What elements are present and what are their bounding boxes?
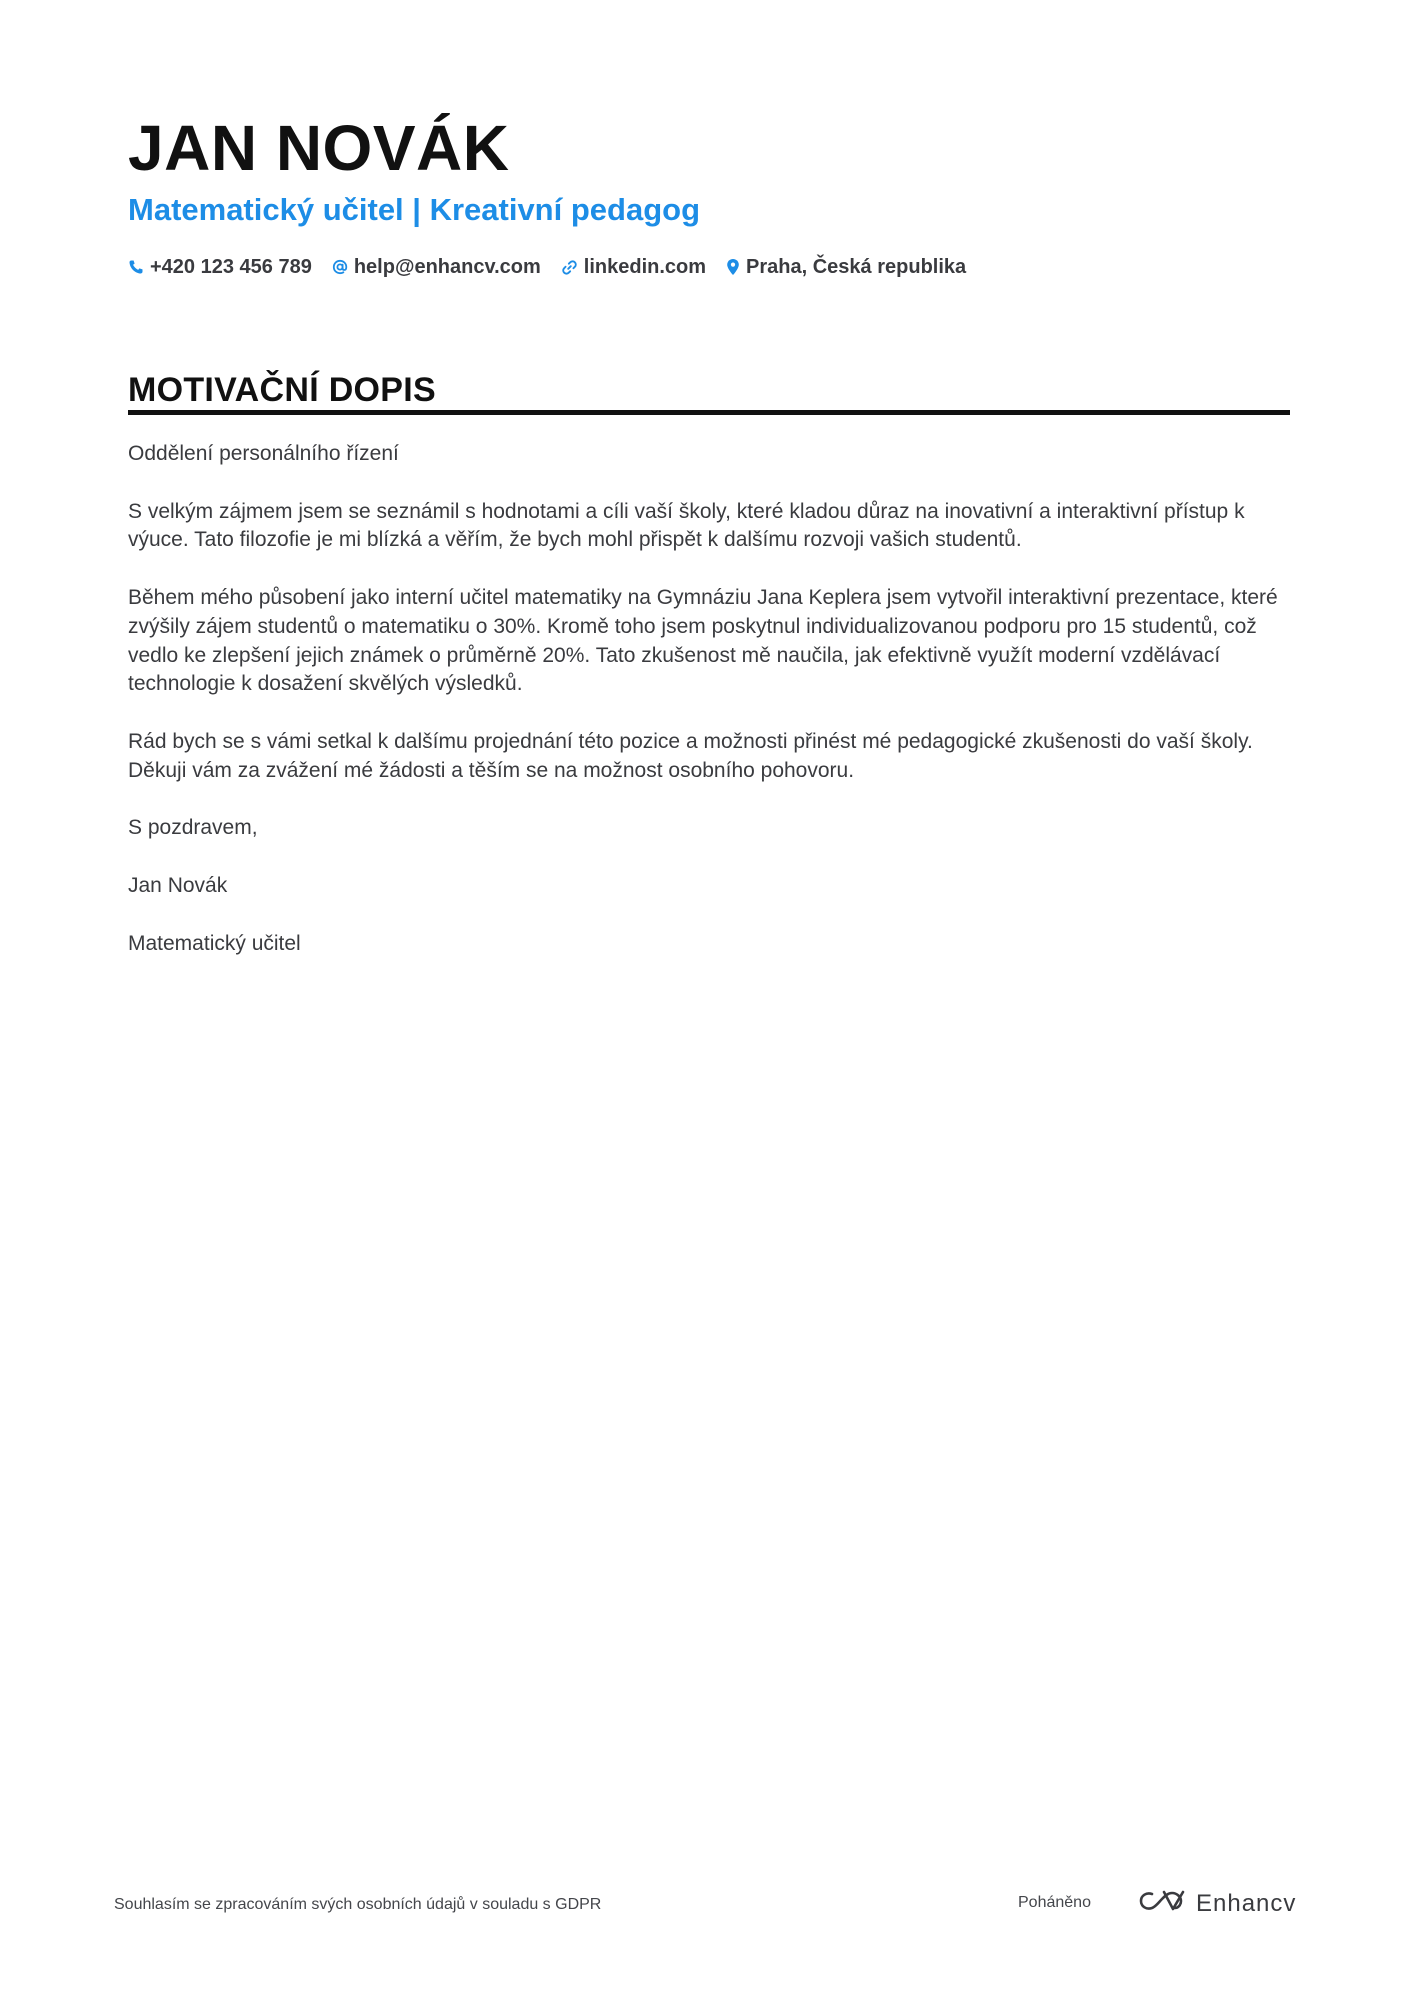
contact-phone: [128, 253, 312, 281]
applicant-name: JAN NOVÁK: [128, 112, 510, 184]
contact-email[interactable]: [332, 253, 541, 281]
contact-linkedin[interactable]: [561, 253, 706, 281]
section-divider: [128, 410, 1290, 415]
phone-text: +420 123 456 789: [150, 256, 312, 278]
enhancv-logo-icon: [1138, 1888, 1186, 1919]
contact-bar: [128, 253, 966, 281]
powered-by-label: Poháněno: [1018, 1894, 1091, 1911]
letter-recipient: Oddělení personálního řízení: [128, 442, 399, 465]
contact-location: [726, 253, 966, 281]
letter-paragraph: Během mého působení jako interní učitel matematiky na Gymnáziu Jana Keplera jsem vytvořil interaktivní prezentace, které zvýšily zájem studentů o matematiku o 30%. Kromě toho jsem poskytnul individualizovanou podporu pro 15 studentů, což vedlo ke zlepšení jejich známek o průměrně 20%. Tato zkušenost mě naučila, jak efektivně využít moderní vzdělávací technologie k dosažení skvělých výsledků.: [128, 585, 1278, 696]
at-icon: [332, 259, 348, 275]
gdpr-consent: Souhlasím se zpracováním svých osobních údajů v souladu s GDPR: [114, 1896, 602, 1913]
link-icon: [561, 259, 578, 276]
enhancv-brand[interactable]: [1138, 1888, 1296, 1919]
signature-title: Matematický učitel: [128, 931, 301, 955]
email-text[interactable]: help@enhancv.com: [353, 256, 541, 278]
letter-paragraph: Rád bych se s vámi setkal k dalšímu projednání této pozice a možnosti přinést mé pedagogické zkušenosti do vaší školy. Děkuji vám za zvážení mé žádosti a těším se na možnost osobního pohovoru.: [128, 729, 1253, 782]
linkedin-text[interactable]: linkedin.com: [583, 256, 707, 278]
location-text: Praha, Česká republika: [746, 256, 967, 278]
location-pin-icon: [726, 258, 740, 276]
letter-paragraph: S velkým zájmem jsem se seznámil s hodnotami a cíli vaší školy, které kladou důraz na inovativní a interaktivní přístup k výuce. Tato filozofie je mi blízká a věřím, že bych mohl přispět k dalšímu rozvoji vašich studentů.: [128, 499, 1245, 552]
signature-name: Jan Novák: [128, 873, 228, 897]
letter-body: [128, 440, 1290, 987]
letter-closing: S pozdravem,: [128, 816, 258, 840]
applicant-headline: Matematický učitel | Kreativní pedagog: [128, 192, 701, 227]
phone-icon: [128, 259, 144, 275]
enhancv-brand-name[interactable]: Enhancv: [1196, 1889, 1297, 1917]
section-title: MOTIVAČNÍ DOPIS: [128, 371, 436, 409]
